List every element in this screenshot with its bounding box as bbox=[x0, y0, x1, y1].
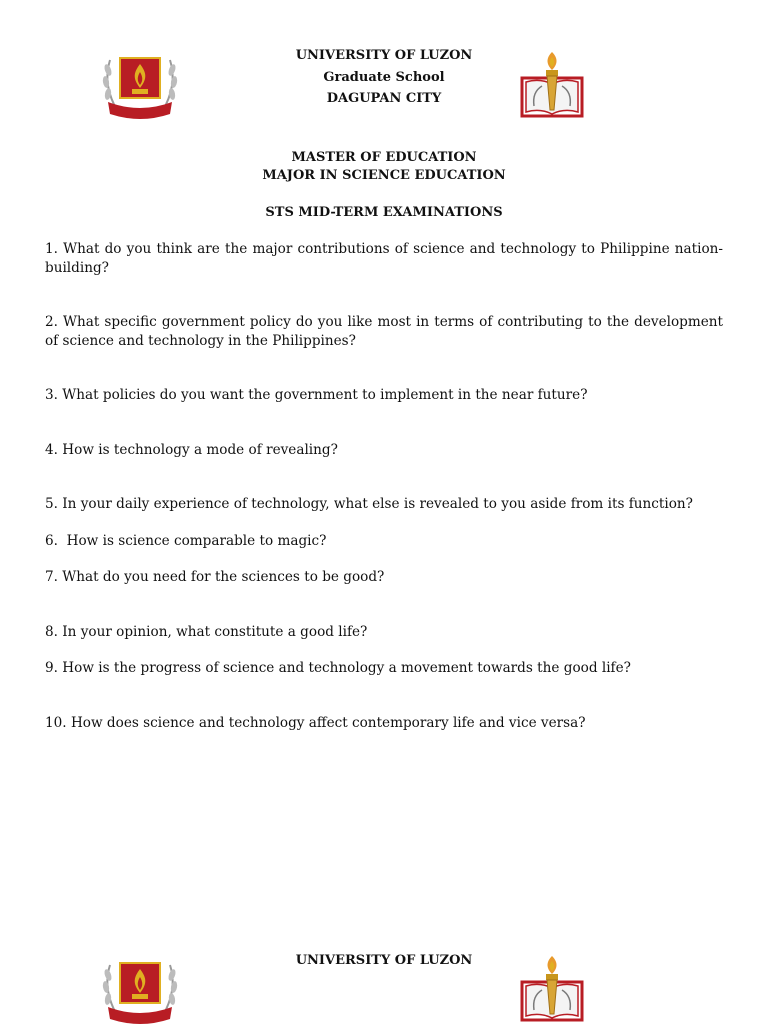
question-8: 8. In your opinion, what constitute a good life? bbox=[45, 624, 368, 640]
question-3: 3. What policies do you want the government to implement in the near future? bbox=[45, 387, 588, 403]
university-name: UNIVERSITY OF LUZON bbox=[295, 48, 473, 63]
degree-title: MASTER OF EDUCATION bbox=[291, 150, 477, 165]
header-block bbox=[200, 45, 568, 110]
graduate-school-torch-book-icon bbox=[516, 952, 588, 1026]
major-title: MAJOR IN SCIENCE EDUCATION bbox=[262, 168, 506, 183]
question-9: 9. How is the progress of science and technology a movement towards the good life? bbox=[45, 660, 631, 676]
question-7: 7. What do you need for the sciences to be good? bbox=[45, 569, 385, 585]
school-name: Graduate School bbox=[323, 69, 445, 85]
question-4: 4. How is technology a mode of revealing? bbox=[45, 442, 338, 458]
question-1: 1. What do you think are the major contributions of science and technology to Philippine nation-building? bbox=[45, 241, 723, 276]
question-10: 10. How does science and technology affect contemporary life and vice versa? bbox=[45, 715, 586, 731]
city-name: DAGUPAN CITY bbox=[326, 91, 442, 106]
question-2: 2. What specific government policy do you like most in terms of contributing to the development of science and technology in the Philippines? bbox=[45, 314, 723, 349]
graduate-school-torch-book-icon bbox=[516, 48, 588, 122]
exam-title: STS MID-TERM EXAMINATIONS bbox=[265, 205, 503, 220]
question-5: 5. In your daily experience of technology, what else is revealed to you aside from its function? bbox=[45, 496, 693, 512]
university-seal-icon bbox=[100, 955, 180, 1029]
question-6: 6. How is science comparable to magic? bbox=[45, 533, 327, 549]
footer-university-name: UNIVERSITY OF LUZON bbox=[295, 953, 473, 968]
university-seal-icon bbox=[100, 50, 180, 124]
program-block bbox=[200, 149, 568, 185]
